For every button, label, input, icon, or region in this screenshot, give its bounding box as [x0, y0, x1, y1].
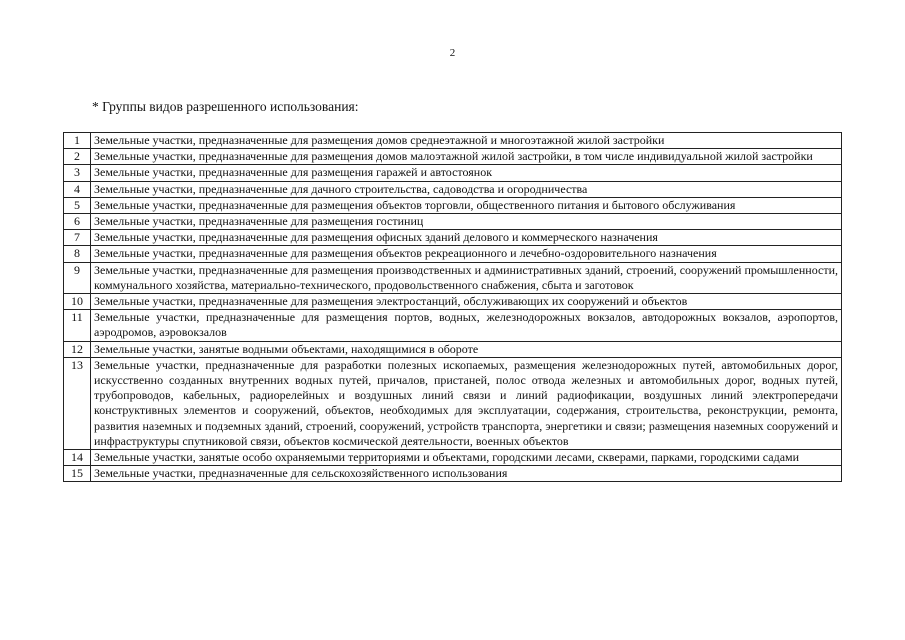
row-number: 8 [64, 246, 91, 262]
row-description: Земельные участки, предназначенные для размещения объектов рекреационного и лечебно-оздоровительного назначения [91, 246, 842, 262]
table-row [64, 181, 842, 197]
table-row [64, 165, 842, 181]
row-number: 13 [64, 357, 91, 449]
table-row [64, 262, 842, 293]
table-row [64, 149, 842, 165]
row-number: 3 [64, 165, 91, 181]
row-description: Земельные участки, предназначенные для размещения гаражей и автостоянок [91, 165, 842, 181]
row-number: 9 [64, 262, 91, 293]
row-description: Земельные участки, предназначенные для размещения домов среднеэтажной и многоэтажной жилой застройки [91, 133, 842, 149]
row-description: Земельные участки, предназначенные для размещения портов, водных, железнодорожных вокзалов, автодорожных вокзалов, аэропортов, аэродромов, аэровокзалов [91, 310, 842, 341]
land-use-groups-table [63, 132, 842, 482]
row-description: Земельные участки, предназначенные для размещения домов малоэтажной жилой застройки, в том числе индивидуальной жилой застройки [91, 149, 842, 165]
row-number: 12 [64, 341, 91, 357]
row-number: 15 [64, 466, 91, 482]
row-description: Земельные участки, предназначенные для размещения объектов торговли, общественного питания и бытового обслуживания [91, 197, 842, 213]
table-row [64, 310, 842, 341]
row-number: 5 [64, 197, 91, 213]
row-number: 10 [64, 294, 91, 310]
row-description: Земельные участки, предназначенные для размещения производственных и административных зданий, строений, сооружений промышленности, коммунального хозяйства, материально-технического, продовольственного снабжения, сбыта и заготовок [91, 262, 842, 293]
table-row [64, 197, 842, 213]
row-description: Земельные участки, занятые водными объектами, находящимися в обороте [91, 341, 842, 357]
row-number: 11 [64, 310, 91, 341]
row-description: Земельные участки, предназначенные для размещения электростанций, обслуживающих их сооружений и объектов [91, 294, 842, 310]
row-number: 7 [64, 230, 91, 246]
row-description: Земельные участки, предназначенные для размещения гостиниц [91, 214, 842, 230]
row-description: Земельные участки, предназначенные для разработки полезных ископаемых, размещения железнодорожных путей, автомобильных дорог, искусственно созданных внутренних водных путей, причалов, пристаней, полос отвода железных и автомобильных дорог, водных путей, трубопроводов, кабельных, радиорелейных и воздушных линий связи и линий радиофикации, воздушных линий электропередачи конструктивных элементов и сооружений, объектов, необходимых для эксплуатации, содержания, строительства, реконструкции, ремонта, развития наземных и подземных зданий, строений, сооружений, устройств транспорта, энергетики и связи; размещения наземных сооружений и инфраструктуры спутниковой связи, объектов космической деятельности, военных объектов [91, 357, 842, 449]
table-row [64, 466, 842, 482]
table-row [64, 246, 842, 262]
table-row [64, 230, 842, 246]
row-number: 4 [64, 181, 91, 197]
row-description: Земельные участки, предназначенные для дачного строительства, садоводства и огородничества [91, 181, 842, 197]
table-row [64, 214, 842, 230]
page-number: 2 [449, 47, 456, 59]
row-number: 14 [64, 450, 91, 466]
row-description: Земельные участки, предназначенные для размещения офисных зданий делового и коммерческого назначения [91, 230, 842, 246]
table-row [64, 450, 842, 466]
row-description: Земельные участки, занятые особо охраняемыми территориями и объектами, городскими лесами, скверами, парками, городскими садами [91, 450, 842, 466]
row-number: 2 [64, 149, 91, 165]
row-number: 6 [64, 214, 91, 230]
table-row [64, 133, 842, 149]
table-row [64, 294, 842, 310]
row-number: 1 [64, 133, 91, 149]
section-heading: * Группы видов разрешенного использования: [92, 99, 359, 114]
table-row [64, 341, 842, 357]
row-description: Земельные участки, предназначенные для сельскохозяйственного использования [91, 466, 842, 482]
table-row [64, 357, 842, 449]
